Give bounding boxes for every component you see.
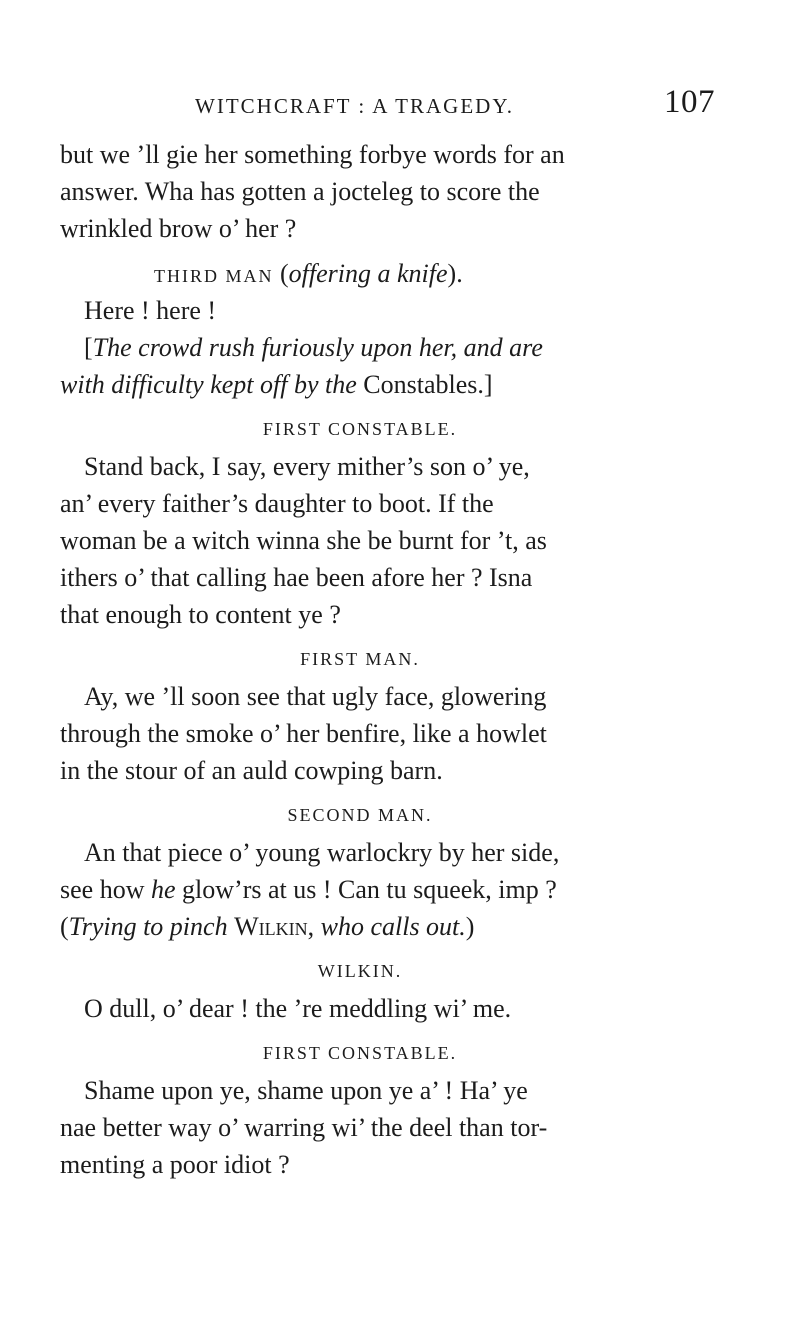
text-line: O dull, o’ dear ! the ’re meddling wi’ me. [84, 994, 512, 1023]
text-line: answer. Wha has gotten a jocteleg to score the [60, 177, 540, 206]
text-line: Stand back, I say, every mither’s son o’ ye, [84, 452, 530, 481]
speaker-with-direction: THIRD MAN (offering a knife). [154, 259, 463, 288]
text-line: see how he glow’rs at us ! Can tu squeek, imp ? [60, 875, 557, 904]
text-line: but we ’ll gie her something forbye words for an [60, 140, 565, 169]
speaker-heading: WILKIN. [317, 961, 403, 981]
stage-direction-line: with difficulty kept off by the Constables.] [60, 370, 493, 399]
stage-direction: offering a knife [288, 259, 448, 288]
play-text [60, 136, 660, 1183]
text-line: in the stour of an auld cowping barn. [60, 756, 443, 785]
speaker-name: THIRD MAN [154, 266, 274, 286]
text-line: Ay, we ’ll soon see that ugly face, glowering [84, 682, 547, 711]
text-line: through the smoke o’ her benfire, like a howlet [60, 719, 547, 748]
text-line: ithers o’ that calling hae been afore her ? Isna [60, 563, 533, 592]
text-line: Shame upon ye, shame upon ye a’ ! Ha’ ye [84, 1076, 528, 1105]
speaker-heading: SECOND MAN. [287, 805, 433, 825]
text-line: that enough to content ye ? [60, 600, 341, 629]
text-line: menting a poor idiot ? [60, 1150, 290, 1179]
stage-direction-line: (Trying to pinch Wilkin, who calls out.) [60, 912, 475, 941]
speaker-heading: FIRST CONSTABLE. [262, 419, 458, 439]
page-header [195, 84, 715, 124]
text-line: an’ every faither’s daughter to boot. If the [60, 489, 494, 518]
text-line: wrinkled brow o’ her ? [60, 214, 297, 243]
text-line: woman be a witch winna she be burnt for ’t, as [60, 526, 547, 555]
text-line: An that piece o’ young warlockry by her side, [84, 838, 560, 867]
running-head: WITCHCRAFT : A TRAGEDY. [195, 94, 515, 118]
speaker-heading: FIRST CONSTABLE. [262, 1043, 458, 1063]
stage-direction-line: [The crowd rush furiously upon her, and are [84, 333, 543, 362]
text-line: Here ! here ! [84, 296, 217, 325]
page-number: 107 [664, 84, 715, 120]
text-line: nae better way o’ warring wi’ the deel than tor- [60, 1113, 548, 1142]
speaker-heading: FIRST MAN. [300, 649, 420, 669]
